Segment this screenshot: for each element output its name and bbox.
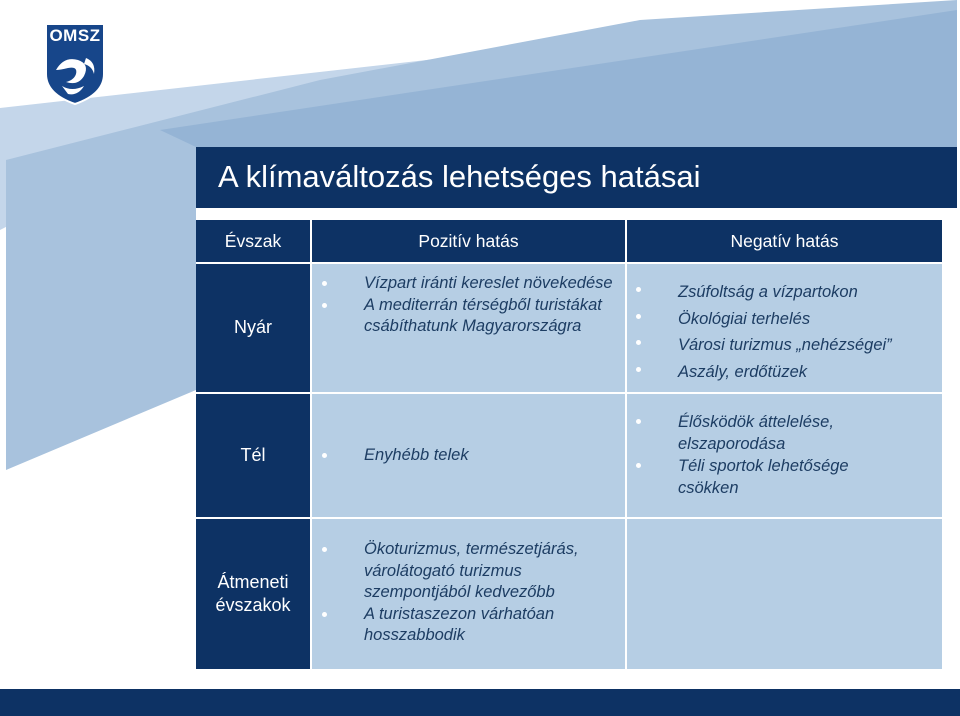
list-item: Ökoturizmus, természetjárás, várolátogató turizmus szempontjából kedvezőbb — [364, 539, 614, 604]
summer-negative-list — [678, 279, 938, 385]
transitional-positive-list — [364, 539, 614, 647]
list-item: Aszály, erdőtüzek — [678, 359, 938, 386]
header-positive: Pozitív hatás — [312, 220, 625, 262]
summer-negative-cell — [627, 264, 942, 392]
season-winter: Tél — [196, 394, 310, 517]
transitional-positive-cell — [312, 519, 625, 669]
list-item: Enyhébb telek — [364, 445, 614, 467]
season-summer: Nyár — [196, 264, 310, 392]
header-negative: Negatív hatás — [627, 220, 942, 262]
list-item: Városi turizmus „nehézségei” — [678, 332, 938, 359]
summer-positive-list — [364, 273, 614, 338]
list-item: Zsúfoltság a vízpartokon — [678, 279, 938, 306]
page-title: A klímaváltozás lehetséges hatásai — [218, 159, 701, 194]
header-season: Évszak — [196, 220, 310, 262]
winter-positive-list — [364, 445, 614, 467]
transitional-negative-cell — [627, 519, 942, 669]
omsz-logo — [44, 22, 106, 106]
winter-positive-cell — [312, 394, 625, 517]
list-item: A turistaszezon várhatóan hosszabbodik — [364, 604, 614, 647]
footer-bar — [0, 689, 960, 716]
summer-positive-cell — [312, 264, 625, 392]
list-item: Téli sportok lehetősége csökken — [678, 455, 893, 499]
list-item: Élősködök áttelelése, elszaporodása — [678, 411, 893, 455]
title-bar — [196, 147, 957, 208]
list-item: A mediterrán térségből turistákat csábíthatunk Magyarországra — [364, 295, 614, 338]
list-item: Vízpart iránti kereslet növekedése — [364, 273, 614, 295]
winter-negative-cell — [627, 394, 942, 517]
logo-text: OMSZ — [49, 26, 101, 45]
season-transitional: Átmeneti évszakok — [196, 519, 310, 669]
list-item: Ökológiai terhelés — [678, 306, 938, 333]
winter-negative-list — [678, 411, 893, 499]
